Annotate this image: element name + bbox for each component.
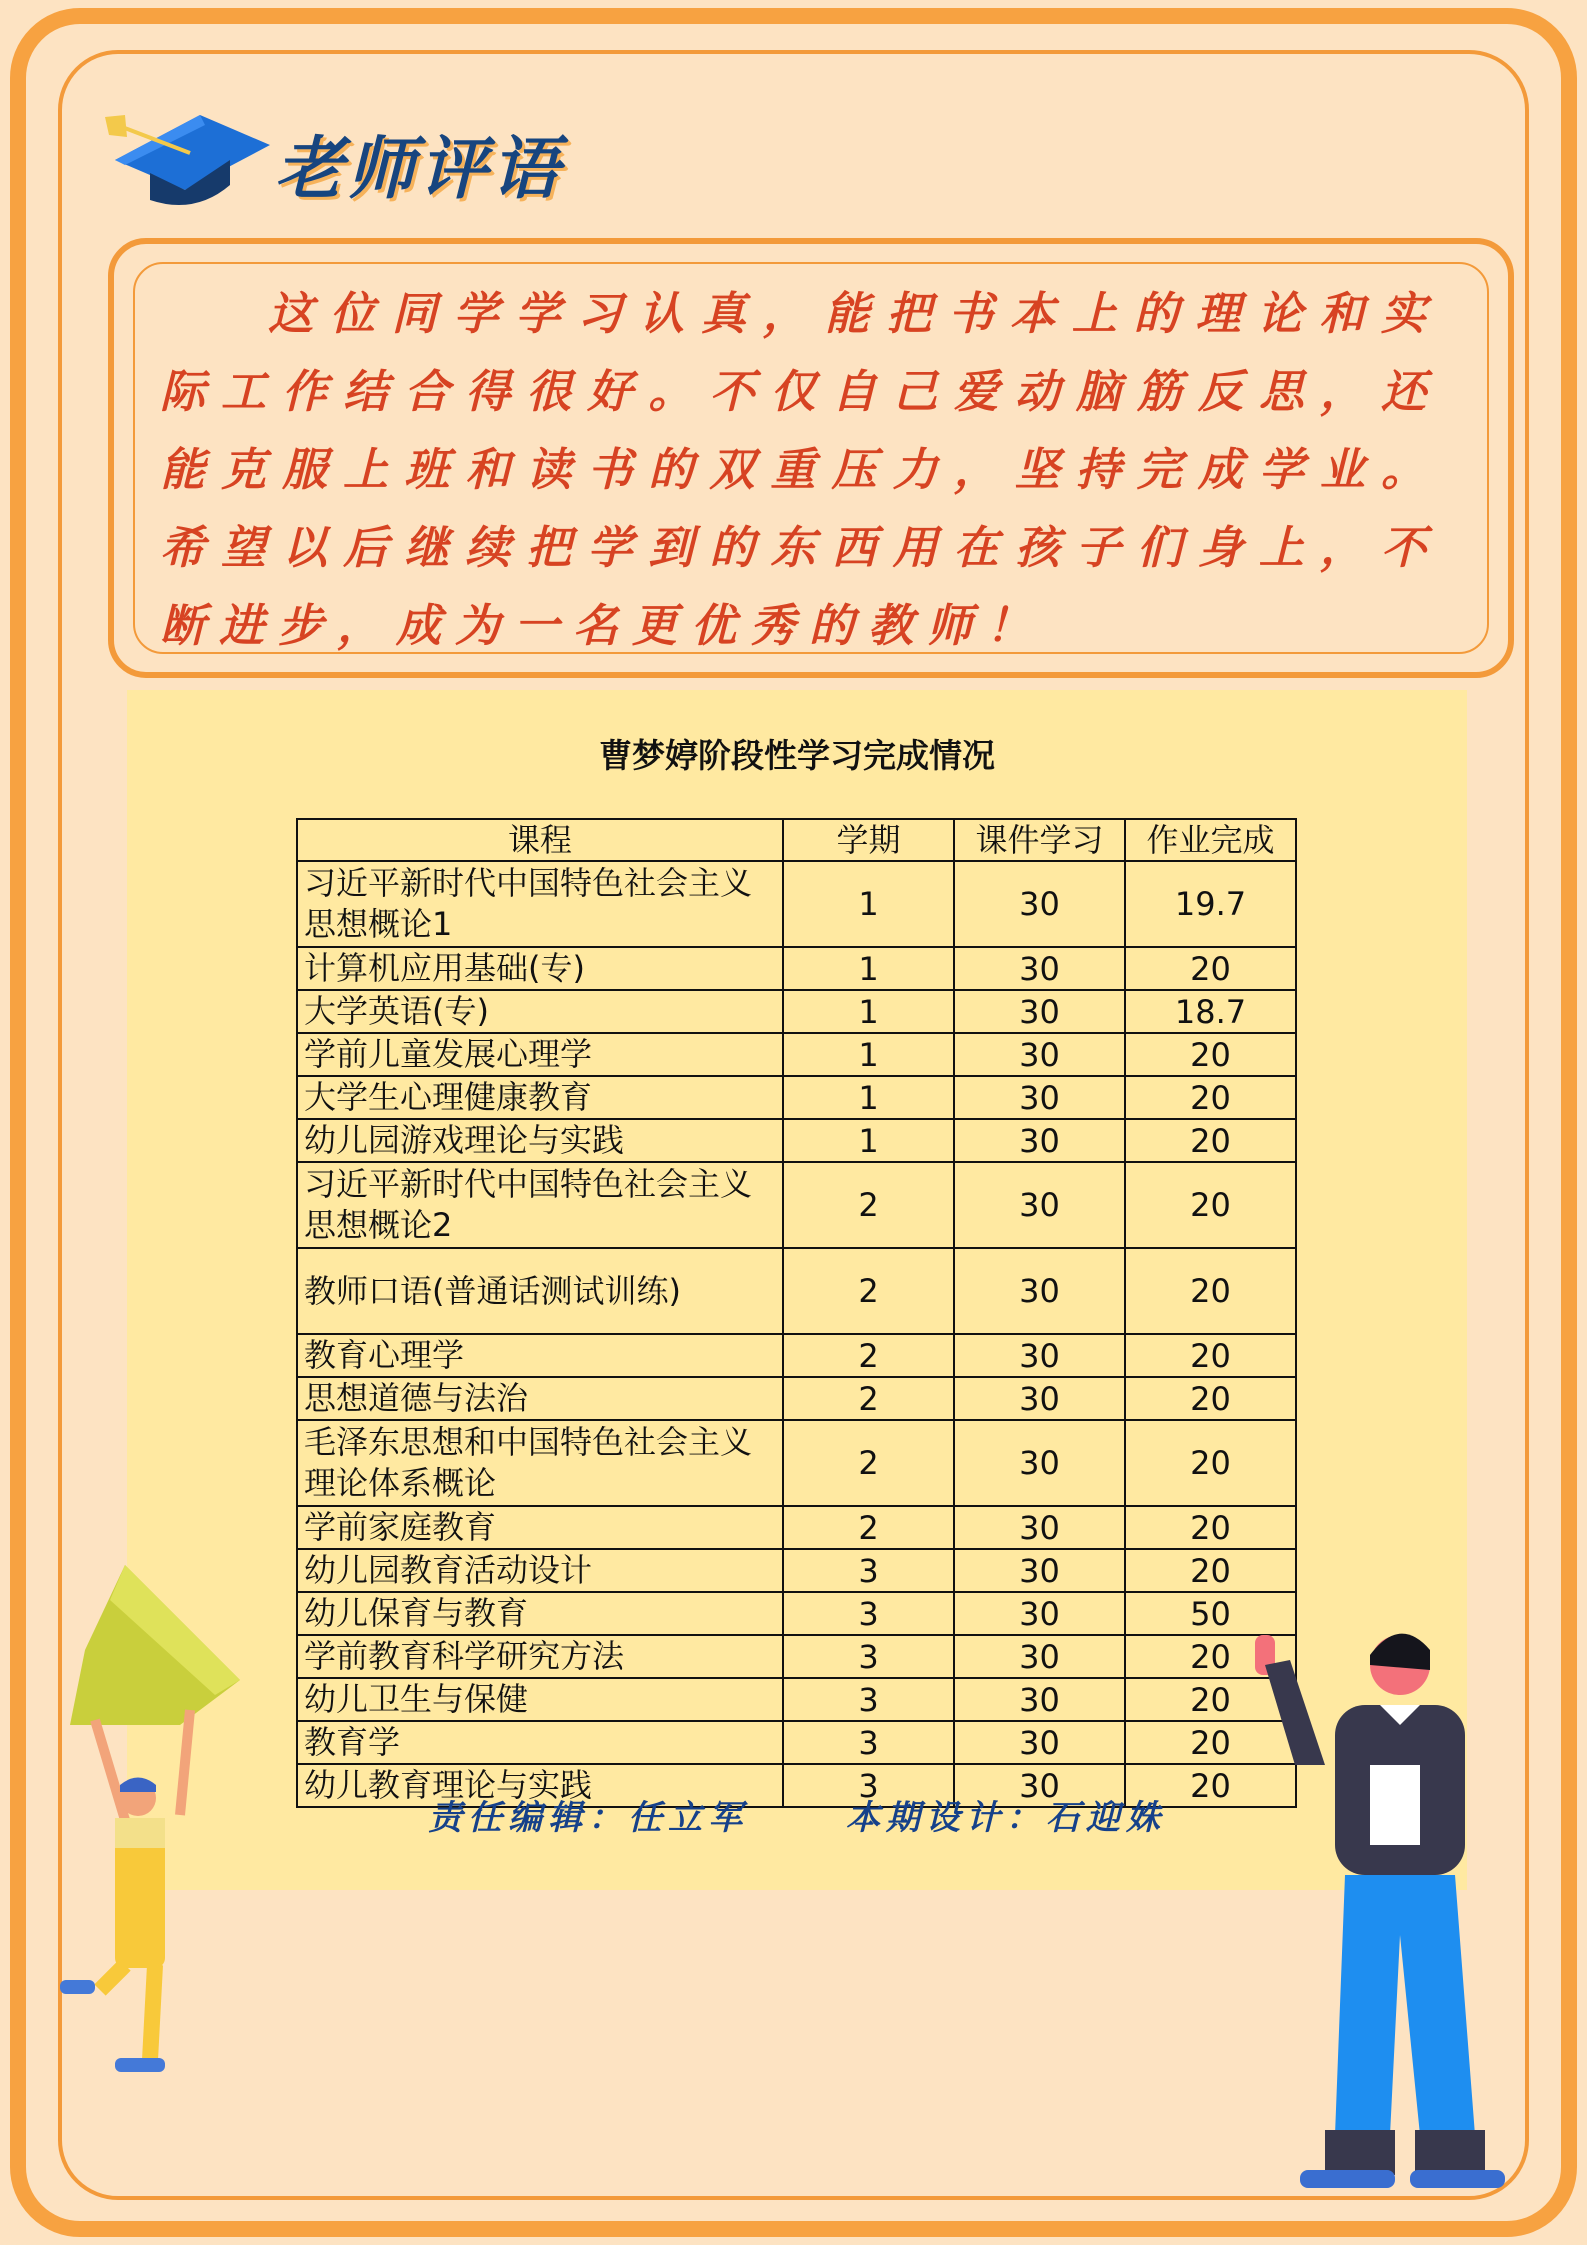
homework-cell: 20 xyxy=(1125,1764,1296,1807)
course-cell: 习近平新时代中国特色社会主义思想概论2 xyxy=(297,1162,783,1248)
table-row xyxy=(297,1076,1296,1119)
footer-designer: 本期设计：石迎姝 xyxy=(845,1798,1166,1838)
homework-cell: 20 xyxy=(1125,1119,1296,1162)
homework-cell: 20 xyxy=(1125,1721,1296,1764)
courseware-cell: 30 xyxy=(954,1334,1125,1377)
courseware-cell: 30 xyxy=(954,1592,1125,1635)
table-row xyxy=(297,861,1296,947)
course-cell: 教师口语(普通话测试训练) xyxy=(297,1248,783,1334)
courseware-cell: 30 xyxy=(954,1721,1125,1764)
course-cell: 幼儿园游戏理论与实践 xyxy=(297,1119,783,1162)
homework-cell: 20 xyxy=(1125,1248,1296,1334)
course-cell: 幼儿园教育活动设计 xyxy=(297,1549,783,1592)
term-cell: 3 xyxy=(783,1549,954,1592)
table-row xyxy=(297,1506,1296,1549)
course-cell: 习近平新时代中国特色社会主义思想概论1 xyxy=(297,861,783,947)
homework-cell: 50 xyxy=(1125,1592,1296,1635)
term-cell: 3 xyxy=(783,1678,954,1721)
header-homework: 作业完成 xyxy=(1125,819,1296,861)
homework-cell: 20 xyxy=(1125,1033,1296,1076)
courseware-cell: 30 xyxy=(954,1764,1125,1807)
term-cell: 1 xyxy=(783,1076,954,1119)
table-title: 曹梦婷阶段性学习完成情况 xyxy=(599,736,995,775)
course-cell: 幼儿教育理论与实践 xyxy=(297,1764,783,1807)
table-row xyxy=(297,1162,1296,1248)
term-cell: 3 xyxy=(783,1721,954,1764)
term-cell: 2 xyxy=(783,1506,954,1549)
course-cell: 思想道德与法治 xyxy=(297,1377,783,1420)
homework-cell: 20 xyxy=(1125,1549,1296,1592)
courseware-cell: 30 xyxy=(954,1033,1125,1076)
courseware-cell: 30 xyxy=(954,1549,1125,1592)
header-term: 学期 xyxy=(783,819,954,861)
course-cell: 学前家庭教育 xyxy=(297,1506,783,1549)
table-row xyxy=(297,1420,1296,1506)
term-cell: 3 xyxy=(783,1764,954,1807)
courseware-cell: 30 xyxy=(954,1420,1125,1506)
courseware-cell: 30 xyxy=(954,990,1125,1033)
homework-cell: 20 xyxy=(1125,1377,1296,1420)
table-row xyxy=(297,1334,1296,1377)
courseware-cell: 30 xyxy=(954,1119,1125,1162)
table-row xyxy=(297,947,1296,990)
course-cell: 教育学 xyxy=(297,1721,783,1764)
course-cell: 学前儿童发展心理学 xyxy=(297,1033,783,1076)
courseware-cell: 30 xyxy=(954,1248,1125,1334)
table-row xyxy=(297,1119,1296,1162)
course-cell: 教育心理学 xyxy=(297,1334,783,1377)
table-row xyxy=(297,1678,1296,1721)
term-cell: 3 xyxy=(783,1635,954,1678)
header-course: 课程 xyxy=(297,819,783,861)
grades-table xyxy=(296,818,1297,1808)
courseware-cell: 30 xyxy=(954,861,1125,947)
course-cell: 计算机应用基础(专) xyxy=(297,947,783,990)
course-cell: 大学生心理健康教育 xyxy=(297,1076,783,1119)
term-cell: 1 xyxy=(783,861,954,947)
term-cell: 2 xyxy=(783,1248,954,1334)
teacher-pointing-illustration xyxy=(1240,1615,1510,2195)
term-cell: 2 xyxy=(783,1334,954,1377)
homework-cell: 20 xyxy=(1125,1635,1296,1678)
homework-cell: 20 xyxy=(1125,1678,1296,1721)
homework-cell: 20 xyxy=(1125,1076,1296,1119)
child-holding-shape-illustration xyxy=(30,1560,250,2100)
course-cell: 幼儿卫生与保健 xyxy=(297,1678,783,1721)
term-cell: 1 xyxy=(783,990,954,1033)
term-cell: 2 xyxy=(783,1377,954,1420)
homework-cell: 20 xyxy=(1125,1334,1296,1377)
courseware-cell: 30 xyxy=(954,1377,1125,1420)
teacher-comment: 这位同学学习认真，能把书本上的理论和实际工作结合得很好。不仅自己爱动脑筋反思，还能克服上班和读书的双重压力，坚持完成学业。希望以后继续把学到的东西用在孩子们身上，不断进步，成为一名更优秀的教师！ xyxy=(160,287,1440,652)
course-cell: 学前教育科学研究方法 xyxy=(297,1635,783,1678)
homework-cell: 20 xyxy=(1125,1420,1296,1506)
table-row xyxy=(297,1635,1296,1678)
homework-cell: 20 xyxy=(1125,1506,1296,1549)
courseware-cell: 30 xyxy=(954,1678,1125,1721)
homework-cell: 20 xyxy=(1125,947,1296,990)
term-cell: 1 xyxy=(783,1119,954,1162)
term-cell: 2 xyxy=(783,1162,954,1248)
term-cell: 1 xyxy=(783,1033,954,1076)
homework-cell: 20 xyxy=(1125,1162,1296,1248)
table-row xyxy=(297,1549,1296,1592)
table-row xyxy=(297,1592,1296,1635)
header-courseware: 课件学习 xyxy=(954,819,1125,861)
footer-editor: 责任编辑：任立军 xyxy=(428,1798,749,1838)
courseware-cell: 30 xyxy=(954,1162,1125,1248)
page-title: 老师评语 xyxy=(275,129,564,209)
courseware-cell: 30 xyxy=(954,1635,1125,1678)
courseware-cell: 30 xyxy=(954,947,1125,990)
term-cell: 2 xyxy=(783,1420,954,1506)
table-row xyxy=(297,1248,1296,1334)
course-cell: 幼儿保育与教育 xyxy=(297,1592,783,1635)
term-cell: 3 xyxy=(783,1592,954,1635)
course-cell: 毛泽东思想和中国特色社会主义理论体系概论 xyxy=(297,1420,783,1506)
course-cell: 大学英语(专) xyxy=(297,990,783,1033)
homework-cell: 18.7 xyxy=(1125,990,1296,1033)
table-row xyxy=(297,1377,1296,1420)
courseware-cell: 30 xyxy=(954,1076,1125,1119)
term-cell: 1 xyxy=(783,947,954,990)
homework-cell: 19.7 xyxy=(1125,861,1296,947)
graduation-cap-icon xyxy=(105,105,275,210)
table-row xyxy=(297,1721,1296,1764)
courseware-cell: 30 xyxy=(954,1506,1125,1549)
table-header-row xyxy=(297,819,1296,861)
table-row xyxy=(297,990,1296,1033)
table-row xyxy=(297,1033,1296,1076)
